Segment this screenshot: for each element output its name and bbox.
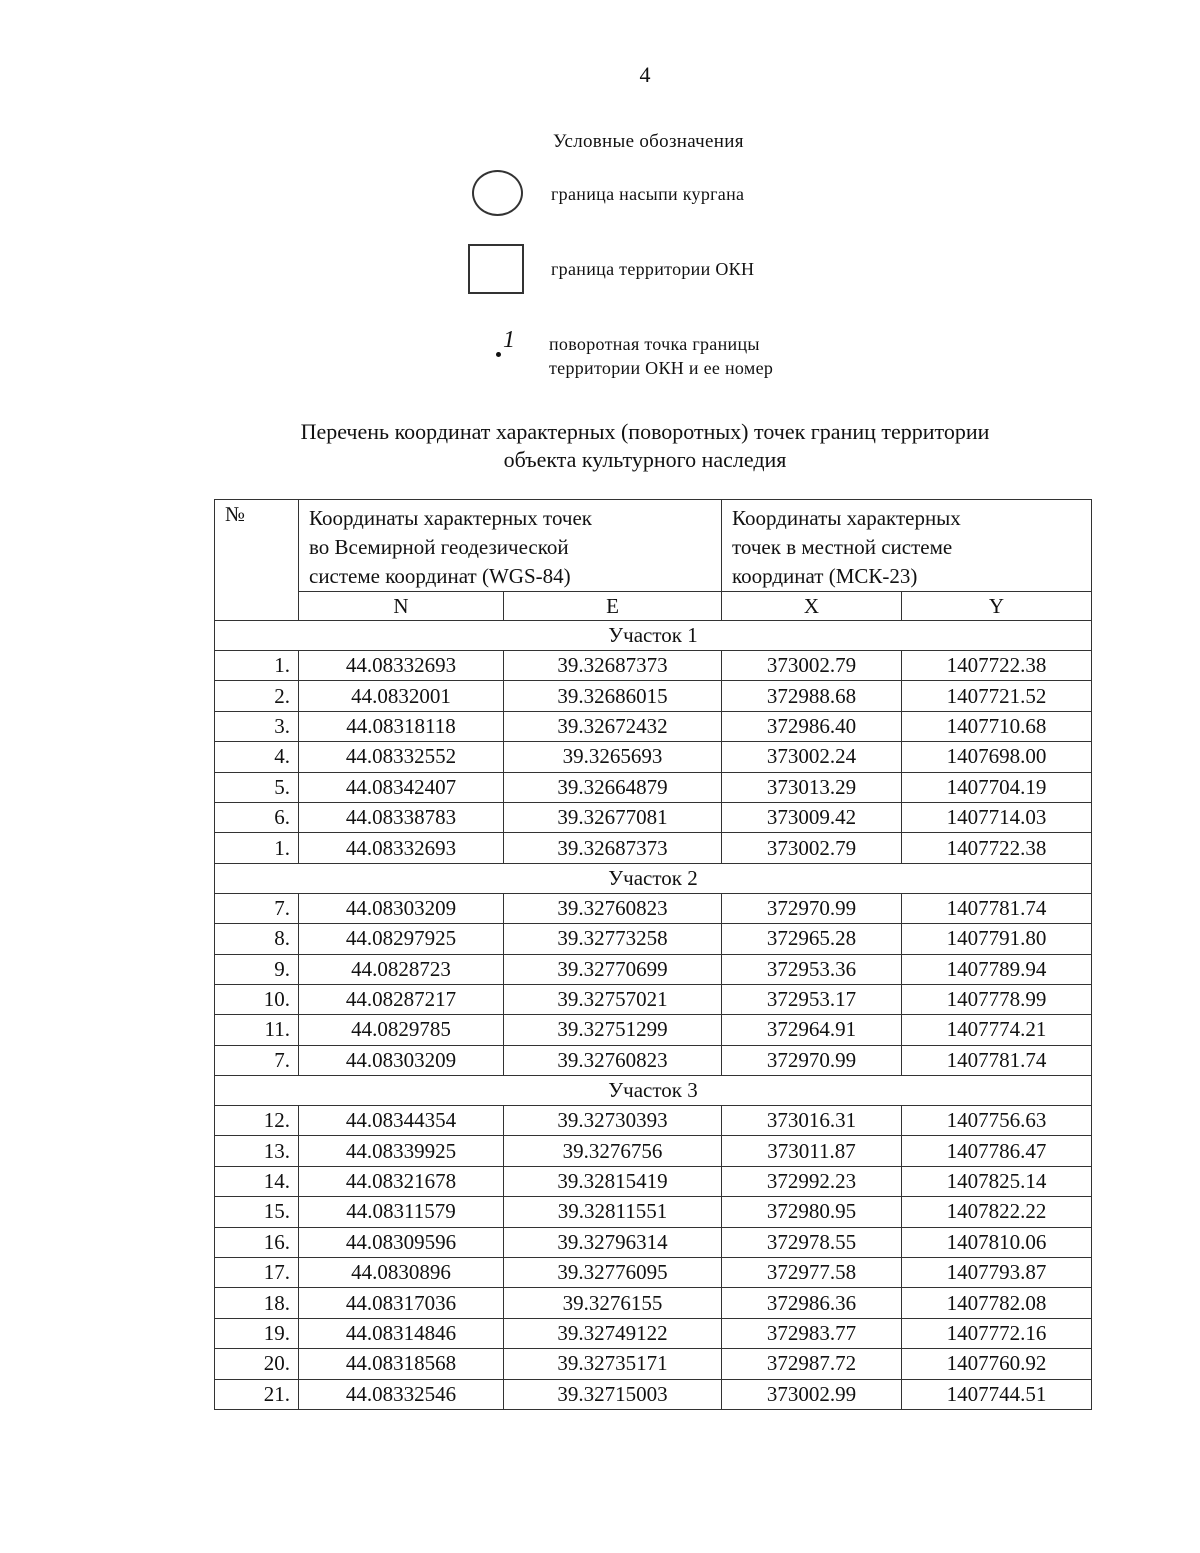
header-msk23-line1: Координаты характерных xyxy=(732,506,961,530)
table-row xyxy=(215,984,1092,1014)
table-row xyxy=(215,711,1092,741)
point-number-cell: 19. xyxy=(215,1318,299,1348)
wgs-n-cell: 44.08297925 xyxy=(299,924,504,954)
point-number-cell: 20. xyxy=(215,1349,299,1379)
point-number-cell: 1. xyxy=(215,651,299,681)
point-number-cell: 3. xyxy=(215,711,299,741)
point-number-cell: 7. xyxy=(215,1045,299,1075)
msk-y-cell: 1407704.19 xyxy=(902,772,1092,802)
wgs-n-cell: 44.08318118 xyxy=(299,711,504,741)
msk-x-cell: 372986.40 xyxy=(722,711,902,741)
table-row xyxy=(215,742,1092,772)
table-row xyxy=(215,772,1092,802)
msk-y-cell: 1407698.00 xyxy=(902,742,1092,772)
msk-y-cell: 1407825.14 xyxy=(902,1166,1092,1196)
header-wgs84 xyxy=(299,500,722,592)
msk-x-cell: 372953.36 xyxy=(722,954,902,984)
point-number-cell: 6. xyxy=(215,802,299,832)
point-number-cell: 5. xyxy=(215,772,299,802)
msk-y-cell: 1407810.06 xyxy=(902,1227,1092,1257)
wgs-n-cell: 44.08317036 xyxy=(299,1288,504,1318)
wgs-e-cell: 39.32687373 xyxy=(504,651,722,681)
table-row xyxy=(215,1015,1092,1045)
msk-x-cell: 372980.95 xyxy=(722,1197,902,1227)
msk-x-cell: 372986.36 xyxy=(722,1288,902,1318)
section-title: Участок 3 xyxy=(215,1076,1092,1106)
table-row xyxy=(215,802,1092,832)
wgs-n-cell: 44.08314846 xyxy=(299,1318,504,1348)
heading-line1: Перечень координат характерных (поворотных) точек границ территории xyxy=(300,419,990,444)
point-number-cell: 14. xyxy=(215,1166,299,1196)
point-number-cell: 2. xyxy=(215,681,299,711)
wgs-n-cell: 44.0828723 xyxy=(299,954,504,984)
msk-x-cell: 373016.31 xyxy=(722,1106,902,1136)
wgs-e-cell: 39.32773258 xyxy=(504,924,722,954)
wgs-e-cell: 39.32770699 xyxy=(504,954,722,984)
msk-x-cell: 372970.99 xyxy=(722,1045,902,1075)
msk-x-cell: 372977.58 xyxy=(722,1258,902,1288)
msk-y-cell: 1407721.52 xyxy=(902,681,1092,711)
msk-y-cell: 1407778.99 xyxy=(902,984,1092,1014)
msk-x-cell: 372970.99 xyxy=(722,893,902,923)
turning-point-number: 1 xyxy=(503,327,515,353)
header-msk23 xyxy=(722,500,1092,592)
msk-y-cell: 1407782.08 xyxy=(902,1288,1092,1318)
header-x: X xyxy=(722,592,902,621)
wgs-e-cell: 39.32749122 xyxy=(504,1318,722,1348)
wgs-e-cell: 39.32735171 xyxy=(504,1349,722,1379)
table-row xyxy=(215,1379,1092,1409)
legend-label-turning-point xyxy=(549,332,773,380)
header-e: E xyxy=(504,592,722,621)
legend-title: Условные обозначения xyxy=(553,131,744,152)
wgs-n-cell: 44.0830896 xyxy=(299,1258,504,1288)
msk-y-cell: 1407760.92 xyxy=(902,1349,1092,1379)
point-number-cell: 1. xyxy=(215,833,299,863)
wgs-e-cell: 39.3276155 xyxy=(504,1288,722,1318)
point-number-cell: 15. xyxy=(215,1197,299,1227)
msk-y-cell: 1407772.16 xyxy=(902,1318,1092,1348)
wgs-e-cell: 39.3265693 xyxy=(504,742,722,772)
section-row xyxy=(215,863,1092,893)
point-number-cell: 16. xyxy=(215,1227,299,1257)
wgs-n-cell: 44.0829785 xyxy=(299,1015,504,1045)
point-number-cell: 18. xyxy=(215,1288,299,1318)
territory-boundary-square-icon xyxy=(468,244,524,294)
wgs-e-cell: 39.32757021 xyxy=(504,984,722,1014)
wgs-e-cell: 39.32687373 xyxy=(504,833,722,863)
wgs-n-cell: 44.08303209 xyxy=(299,893,504,923)
msk-x-cell: 372987.72 xyxy=(722,1349,902,1379)
table-row xyxy=(215,924,1092,954)
msk-y-cell: 1407781.74 xyxy=(902,1045,1092,1075)
legend-label-mound: граница насыпи кургана xyxy=(551,184,745,204)
msk-x-cell: 373009.42 xyxy=(722,802,902,832)
msk-y-cell: 1407722.38 xyxy=(902,833,1092,863)
table-row xyxy=(215,1318,1092,1348)
point-number-cell: 21. xyxy=(215,1379,299,1409)
legend-label-turning-point-line2: территории ОКН и ее номер xyxy=(549,358,774,378)
msk-y-cell: 1407744.51 xyxy=(902,1379,1092,1409)
table-row xyxy=(215,893,1092,923)
table-row xyxy=(215,954,1092,984)
point-number-cell: 13. xyxy=(215,1136,299,1166)
msk-y-cell: 1407822.22 xyxy=(902,1197,1092,1227)
heading-line2: объекта культурного наследия xyxy=(503,447,787,472)
table-row xyxy=(215,681,1092,711)
header-wgs84-line3: системе координат (WGS-84) xyxy=(309,564,571,588)
msk-y-cell: 1407722.38 xyxy=(902,651,1092,681)
msk-x-cell: 373002.24 xyxy=(722,742,902,772)
header-number: № xyxy=(215,500,299,621)
turning-point-dot-icon xyxy=(496,352,501,357)
wgs-n-cell: 44.08338783 xyxy=(299,802,504,832)
wgs-e-cell: 39.3276756 xyxy=(504,1136,722,1166)
msk-x-cell: 372978.55 xyxy=(722,1227,902,1257)
legend-label-turning-point-line1: поворотная точка границы xyxy=(549,334,760,354)
wgs-n-cell: 44.08321678 xyxy=(299,1166,504,1196)
wgs-e-cell: 39.32664879 xyxy=(504,772,722,802)
wgs-n-cell: 44.08332693 xyxy=(299,833,504,863)
point-number-cell: 4. xyxy=(215,742,299,772)
msk-y-cell: 1407789.94 xyxy=(902,954,1092,984)
wgs-n-cell: 44.08311579 xyxy=(299,1197,504,1227)
msk-x-cell: 372992.23 xyxy=(722,1166,902,1196)
table-body xyxy=(215,621,1092,1410)
wgs-e-cell: 39.32815419 xyxy=(504,1166,722,1196)
table-row xyxy=(215,1045,1092,1075)
section-title: Участок 1 xyxy=(215,621,1092,651)
wgs-e-cell: 39.32730393 xyxy=(504,1106,722,1136)
wgs-n-cell: 44.08344354 xyxy=(299,1106,504,1136)
wgs-n-cell: 44.08318568 xyxy=(299,1349,504,1379)
msk-x-cell: 372964.91 xyxy=(722,1015,902,1045)
coordinates-table xyxy=(214,499,1092,1410)
table-row xyxy=(215,1106,1092,1136)
section-row xyxy=(215,1076,1092,1106)
table-row xyxy=(215,1197,1092,1227)
table-row xyxy=(215,651,1092,681)
wgs-n-cell: 44.08309596 xyxy=(299,1227,504,1257)
header-msk23-line2: точек в местной системе xyxy=(732,535,953,559)
wgs-e-cell: 39.32751299 xyxy=(504,1015,722,1045)
table-row xyxy=(215,1227,1092,1257)
table-row xyxy=(215,1258,1092,1288)
wgs-n-cell: 44.08332693 xyxy=(299,651,504,681)
page-number: 4 xyxy=(639,62,651,87)
wgs-n-cell: 44.08339925 xyxy=(299,1136,504,1166)
legend-label-territory: граница территории ОКН xyxy=(551,259,755,279)
wgs-e-cell: 39.32715003 xyxy=(504,1379,722,1409)
wgs-e-cell: 39.32760823 xyxy=(504,893,722,923)
msk-y-cell: 1407714.03 xyxy=(902,802,1092,832)
msk-x-cell: 373013.29 xyxy=(722,772,902,802)
msk-y-cell: 1407786.47 xyxy=(902,1136,1092,1166)
point-number-cell: 17. xyxy=(215,1258,299,1288)
wgs-e-cell: 39.32776095 xyxy=(504,1258,722,1288)
table-row xyxy=(215,1349,1092,1379)
header-wgs84-line2: во Всемирной геодезической xyxy=(309,535,569,559)
msk-x-cell: 372965.28 xyxy=(722,924,902,954)
wgs-e-cell: 39.32760823 xyxy=(504,1045,722,1075)
table-row xyxy=(215,1136,1092,1166)
header-y: Y xyxy=(902,592,1092,621)
point-number-cell: 7. xyxy=(215,893,299,923)
table-row xyxy=(215,833,1092,863)
wgs-n-cell: 44.08303209 xyxy=(299,1045,504,1075)
wgs-e-cell: 39.32796314 xyxy=(504,1227,722,1257)
point-number-cell: 10. xyxy=(215,984,299,1014)
wgs-e-cell: 39.32686015 xyxy=(504,681,722,711)
header-msk23-line3: координат (МСК-23) xyxy=(732,564,918,588)
mound-boundary-circle-icon xyxy=(472,170,523,216)
msk-y-cell: 1407756.63 xyxy=(902,1106,1092,1136)
msk-x-cell: 372953.17 xyxy=(722,984,902,1014)
msk-y-cell: 1407774.21 xyxy=(902,1015,1092,1045)
point-number-cell: 11. xyxy=(215,1015,299,1045)
msk-y-cell: 1407793.87 xyxy=(902,1258,1092,1288)
msk-x-cell: 372983.77 xyxy=(722,1318,902,1348)
msk-x-cell: 373002.79 xyxy=(722,651,902,681)
section-row xyxy=(215,621,1092,651)
point-number-cell: 8. xyxy=(215,924,299,954)
msk-y-cell: 1407710.68 xyxy=(902,711,1092,741)
wgs-n-cell: 44.0832001 xyxy=(299,681,504,711)
wgs-n-cell: 44.08342407 xyxy=(299,772,504,802)
table-row xyxy=(215,1166,1092,1196)
msk-x-cell: 373002.79 xyxy=(722,833,902,863)
msk-x-cell: 373011.87 xyxy=(722,1136,902,1166)
header-n: N xyxy=(299,592,504,621)
msk-y-cell: 1407781.74 xyxy=(902,893,1092,923)
wgs-e-cell: 39.32677081 xyxy=(504,802,722,832)
wgs-n-cell: 44.08332546 xyxy=(299,1379,504,1409)
wgs-e-cell: 39.32811551 xyxy=(504,1197,722,1227)
header-wgs84-line1: Координаты характерных точек xyxy=(309,506,592,530)
wgs-n-cell: 44.08332552 xyxy=(299,742,504,772)
wgs-e-cell: 39.32672432 xyxy=(504,711,722,741)
section-title: Участок 2 xyxy=(215,863,1092,893)
wgs-n-cell: 44.08287217 xyxy=(299,984,504,1014)
point-number-cell: 9. xyxy=(215,954,299,984)
msk-y-cell: 1407791.80 xyxy=(902,924,1092,954)
document-heading xyxy=(200,418,1090,474)
table-row xyxy=(215,1288,1092,1318)
msk-x-cell: 373002.99 xyxy=(722,1379,902,1409)
point-number-cell: 12. xyxy=(215,1106,299,1136)
msk-x-cell: 372988.68 xyxy=(722,681,902,711)
